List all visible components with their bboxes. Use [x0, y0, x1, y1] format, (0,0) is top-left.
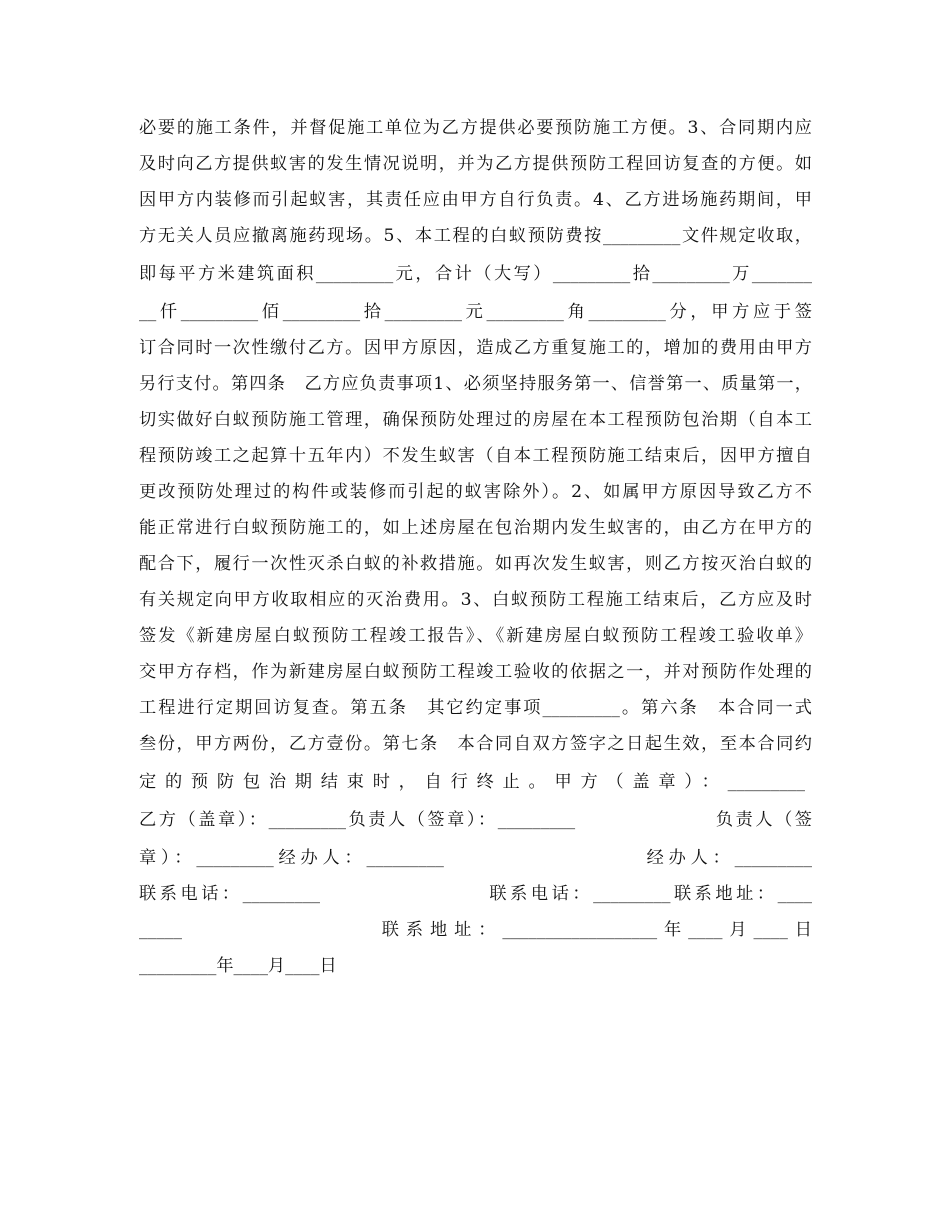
text-line: 工程进行定期回访复查。第五条 其它约定事项_________。第六条 本合同一式	[139, 698, 812, 718]
signature-line-party-a: 定的预防包治期结束时，自行终止。甲方（盖章）：_________	[139, 772, 805, 792]
text-line: 订合同时一次性缴付乙方。因甲方原因，造成乙方重复施工的，增加的费用由甲方	[139, 338, 812, 358]
text-line: 交甲方存档，作为新建房屋白蚁预防工程竣工验收的依据之一，并对预防作处理的	[139, 662, 812, 682]
text-line: 另行支付。第四条 乙方应负责事项1、必须坚持服务第一、信誉第一、质量第一，	[139, 374, 812, 394]
text-line: 配合下，履行一次性灭杀白蚁的补救措施。如再次发生蚁害，则乙方按灭治白蚁的	[139, 554, 812, 574]
signature-line-operator: 章）：_________经办人：_________ 经办人：_________	[139, 848, 812, 868]
text-line: 切实做好白蚁预防施工管理，确保预防处理过的房屋在本工程预防包治期（自本工	[139, 410, 812, 430]
text-line: __仟_________佰_________拾_________元_________角_________分，甲方应于签	[139, 302, 812, 322]
signature-line-phone: 联系电话：_________ 联系电话：_________联系地址：____	[139, 884, 812, 904]
text-line: 叁份，甲方两份，乙方壹份。第七条 本合同自双方签字之日起生效，至本合同约	[139, 734, 812, 754]
text-line: 有关规定向甲方收取相应的灭治费用。3、白蚁预防工程施工结束后，乙方应及时	[139, 590, 812, 610]
signature-line-party-b: 乙方（盖章）：_________负责人（签章）：_________ 负责人（签	[139, 810, 812, 830]
text-line: 程预防竣工之起算十五年内）不发生蚁害（自本工程预防施工结束后，因甲方擅自	[139, 446, 812, 466]
signature-line-date: _________年____月____日	[139, 956, 337, 976]
text-line: 更改预防处理过的构件或装修而引起的蚁害除外）。2、如属甲方原因导致乙方不	[139, 482, 812, 502]
text-line: 及时向乙方提供蚁害的发生情况说明，并为乙方提供预防工程回访复查的方便。如	[139, 154, 812, 174]
text-line: 必要的施工条件，并督促施工单位为乙方提供必要预防施工方便。3、合同期内应	[139, 118, 812, 138]
text-line: 签发《新建房屋白蚁预防工程竣工报告》、《新建房屋白蚁预防工程竣工验收单》	[139, 626, 812, 646]
text-line: 因甲方内装修而引起蚁害，其责任应由甲方自行负责。4、乙方进场施药期间，甲	[139, 190, 812, 210]
text-line: 即每平方米建筑面积_________元，合计（大写）_________拾_________万_______	[139, 264, 812, 284]
text-line: 能正常进行白蚁预防施工的，如上述房屋在包治期内发生蚁害的，由乙方在甲方的	[139, 518, 812, 538]
text-line: 方无关人员应撤离施药现场。5、本工程的白蚁预防费按_________文件规定收取，	[139, 226, 812, 246]
signature-line-address: _____ 联系地址：__________________年____月____日	[139, 920, 812, 940]
